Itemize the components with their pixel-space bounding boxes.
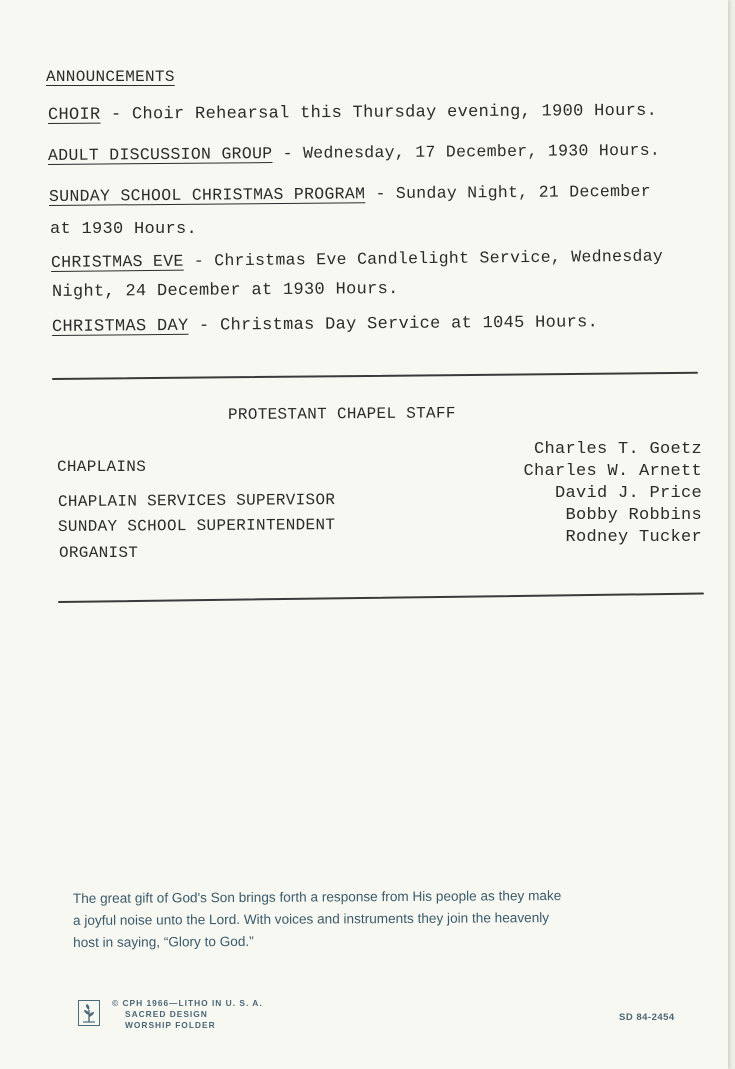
footer-verse (73, 885, 562, 954)
copyright-line: © CPH 1966—LITHO IN U. S. A. (112, 998, 263, 1008)
staff-name: Bobby Robbins (565, 506, 702, 525)
staff-role-organist: ORGANIST (59, 544, 139, 562)
verse-line: a joyful noise unto the Lord. With voices and instruments they join the heavenly (72, 910, 550, 928)
announcement-sunday-school-program-cont: at 1930 Hours. (50, 220, 198, 239)
announcement-label: ADULT DISCUSSION GROUP (47, 144, 273, 165)
announcement-text: Christmas Eve Candlelight Service, Wednesday (214, 246, 664, 271)
plant-icon (79, 1001, 99, 1025)
staff-name: Rodney Tucker (565, 528, 702, 547)
announcement-label: CHRISTMAS DAY (51, 316, 189, 337)
announcement-label: CHRISTMAS EVE (50, 251, 184, 272)
divider-top (52, 372, 698, 380)
verse-line: host in saying, “Glory to God.” (73, 933, 254, 950)
announcement-label: SUNDAY SCHOOL CHRISTMAS PROGRAM (48, 184, 366, 206)
divider-bottom (58, 593, 704, 603)
staff-name: Charles W. Arnett (523, 462, 702, 481)
verse-line: The great gift of God's Son brings forth a response from His people as they make (72, 888, 562, 907)
sacred-design-logo (78, 1000, 100, 1026)
copyright-block (112, 998, 263, 1031)
announcement-adult-discussion: ADULT DISCUSSION GROUP - Wednesday, 17 December, 1930 Hours. (47, 140, 661, 165)
staff-role-supervisor: CHAPLAIN SERVICES SUPERVISOR (57, 491, 336, 511)
announcement-text: Choir Rehearsal this Thursday evening, 1900 Hours. (131, 101, 658, 125)
announcement-sunday-school-program: SUNDAY SCHOOL CHRISTMAS PROGRAM - Sunday Night, 21 December (48, 181, 651, 206)
announcement-text: Christmas Day Service at 1045 Hours. (219, 313, 599, 336)
staff-role-chaplains: CHAPLAINS (57, 458, 147, 476)
staff-name: Charles T. Goetz (533, 440, 702, 459)
announcement-christmas-day: CHRISTMAS DAY - Christmas Day Service at 1045 Hours. (51, 313, 599, 337)
staff-names (500, 440, 702, 560)
announcement-choir: CHOIR - Choir Rehearsal this Thursday evening, 1900 Hours. (47, 101, 658, 125)
announcement-christmas-eve: CHRISTMAS EVE - Christmas Eve Candlelight Service, Wednesday (50, 246, 664, 272)
staff-name: David J. Price (554, 484, 702, 503)
announcement-label: CHOIR (47, 105, 101, 125)
copyright-line: WORSHIP FOLDER (125, 1020, 216, 1030)
announcement-christmas-eve-cont: Night, 24 December at 1930 Hours. (51, 279, 399, 302)
announcements-heading: ANNOUNCEMENTS (46, 68, 175, 86)
catalog-code: SD 84-2454 (619, 1012, 675, 1023)
announcement-text: Wednesday, 17 December, 1930 Hours. (302, 140, 661, 163)
staff-role-superintendent: SUNDAY SCHOOL SUPERINTENDENT (57, 516, 336, 536)
staff-heading: PROTESTANT CHAPEL STAFF (227, 404, 456, 424)
announcement-text: Sunday Night, 21 December (395, 181, 651, 203)
copyright-line: SACRED DESIGN (125, 1009, 208, 1019)
